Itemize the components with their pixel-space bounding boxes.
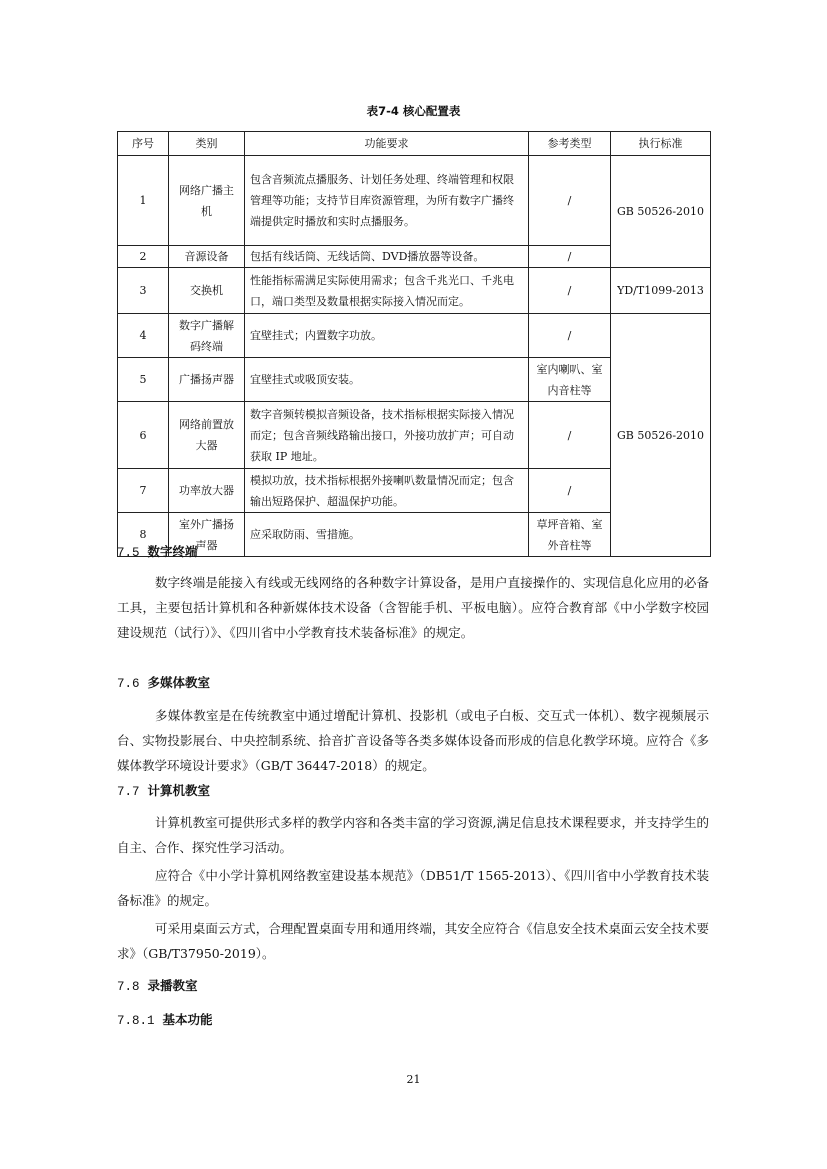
cell-no: 2	[118, 246, 169, 268]
cell-requirement: 数字音频转模拟音频设备，技术指标根据实际接入情况而定；包含音频线路输出接口，外接功放扩声；可自动获取 IP 地址。	[245, 402, 529, 469]
cell-no: 8	[118, 513, 169, 557]
cell-standard: GB 50526-2010	[611, 156, 711, 268]
section-number: 7.7	[117, 785, 140, 799]
cell-no: 6	[118, 402, 169, 469]
paragraph: 数字终端是能接入有线或无线网络的各种数字计算设备，是用户直接操作的、实现信息化应用的必备工具，主要包括计算机和各种新媒体技术设备（含智能手机、平板电脑）。应符合教育部《中小学数字校园建设规范（试行）》、《四川省中小学教育技术装备标准》的规定。	[117, 575, 709, 640]
core-config-table	[117, 131, 711, 557]
section-heading-7-8	[117, 976, 198, 994]
cell-category: 数字广播解码终端	[169, 314, 245, 358]
cell-no: 5	[118, 358, 169, 402]
table-caption: 表7-4 核心配置表	[366, 104, 461, 118]
cell-ref-type: /	[529, 246, 611, 268]
section-heading-7-7	[117, 781, 210, 799]
section-number: 7.5	[117, 546, 140, 560]
cell-ref-type: /	[529, 156, 611, 246]
cell-no: 4	[118, 314, 169, 358]
paragraph: 计算机教室可提供形式多样的教学内容和各类丰富的学习资源,满足信息技术课程要求，并支持学生的自主、合作、探究性学习活动。	[117, 815, 709, 855]
section-title: 录播教室	[147, 978, 198, 993]
cell-category: 交换机	[169, 268, 245, 314]
section-heading-7-8-1	[117, 1010, 213, 1028]
cell-requirement: 应采取防雨、雪措施。	[245, 513, 529, 557]
cell-category: 室外广播扬声器	[169, 513, 245, 557]
cell-ref-type: /	[529, 314, 611, 358]
cell-ref-type: 草坪音箱、室外音柱等	[529, 513, 611, 557]
section-number: 7.6	[117, 677, 140, 691]
cell-ref-type: /	[529, 469, 611, 513]
section-number: 7.8	[117, 980, 140, 994]
table-row	[118, 314, 711, 358]
cell-no: 1	[118, 156, 169, 246]
section-title: 数字终端	[147, 544, 198, 559]
cell-category: 网络前置放大器	[169, 402, 245, 469]
section-heading-7-6	[117, 673, 210, 691]
header-category: 类别	[169, 132, 245, 156]
cell-requirement: 模拟功放，技术指标根据外接喇叭数量情况而定；包含输出短路保护、超温保护功能。	[245, 469, 529, 513]
header-no: 序号	[118, 132, 169, 156]
cell-ref-type: 室内喇叭、室内音柱等	[529, 358, 611, 402]
cell-no: 3	[118, 268, 169, 314]
section-number: 7.8.1	[117, 1014, 155, 1028]
table-row	[118, 156, 711, 246]
section-title: 基本功能	[162, 1012, 213, 1027]
cell-standard: GB 50526-2010	[611, 314, 711, 557]
paragraph: 多媒体教室是在传统教室中通过增配计算机、投影机（或电子白板、交互式一体机）、数字视频展示台、实物投影展台、中央控制系统、拾音扩音设备等各类多媒体设备而形成的信息化教学环境。应符合《多媒体教学环境设计要求》（GB/T 36447-2018）的规定。	[117, 708, 709, 773]
cell-ref-type: /	[529, 402, 611, 469]
section-title: 多媒体教室	[147, 675, 211, 690]
header-standard: 执行标准	[611, 132, 711, 156]
section-heading-7-5	[117, 542, 198, 560]
section-title: 计算机教室	[147, 783, 211, 798]
cell-category: 功率放大器	[169, 469, 245, 513]
cell-category: 网络广播主机	[169, 156, 245, 246]
cell-requirement: 包含音频流点播服务、计划任务处理、终端管理和权限管理等功能；支持节目库资源管理，为所有数字广播终端提供定时播放和实时点播服务。	[245, 156, 529, 246]
cell-requirement: 包括有线话筒、无线话筒、DVD播放器等设备。	[245, 246, 529, 268]
cell-requirement: 性能指标需满足实际使用需求；包含千兆光口、千兆电口，端口类型及数量根据实际接入情况而定。	[245, 268, 529, 314]
cell-requirement: 宜壁挂式或吸顶安装。	[245, 358, 529, 402]
header-ref-type: 参考类型	[529, 132, 611, 156]
cell-no: 7	[118, 469, 169, 513]
paragraph: 可采用桌面云方式，合理配置桌面专用和通用终端，其安全应符合《信息安全技术桌面云安全技术要求》（GB/T37950-2019）。	[117, 921, 709, 961]
table-header-row	[118, 132, 711, 156]
cell-requirement: 宜壁挂式；内置数字功放。	[245, 314, 529, 358]
table-row	[118, 268, 711, 314]
cell-ref-type: /	[529, 268, 611, 314]
header-requirement: 功能要求	[245, 132, 529, 156]
page-number: 21	[406, 1073, 421, 1086]
paragraph: 应符合《中小学计算机网络教室建设基本规范》（DB51/T 1565-2013）、《四川省中小学教育技术装备标准》的规定。	[117, 868, 709, 908]
cell-category: 广播扬声器	[169, 358, 245, 402]
cell-standard: YD/T1099-2013	[611, 268, 711, 314]
cell-category: 音源设备	[169, 246, 245, 268]
